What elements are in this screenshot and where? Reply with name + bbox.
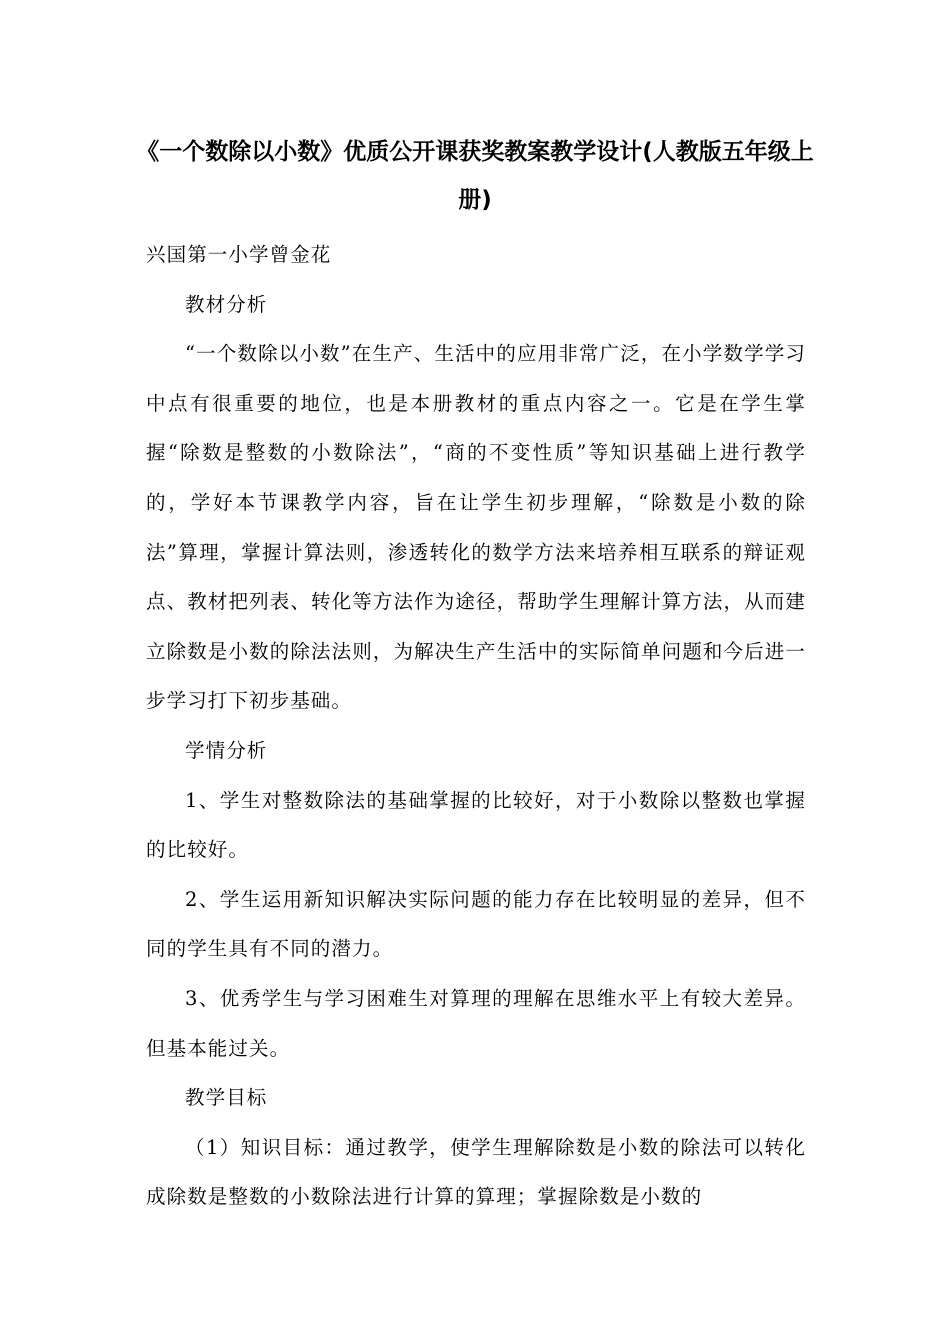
section-heading-textbook-analysis: 教材分析 [185, 292, 268, 316]
paragraph-textbook-analysis: “一个数除以小数”在生产、生活中的应用非常广泛，在小学数学学习中点有很重要的地位，也是本册教材的重点内容之一。它是在学生掌握“除数是整数的小数除法”，“商的不变性质”等知识基础上进行教学的，学好本节课教学内容，旨在让学生初步理解，“除数是小数的除法”算理，掌握计算法则，渗透转化的数学方法来培养相互联系的辩证观点、教材把列表、转化等方法作为途径，帮助学生理解计算方法，从而建立除数是小数的除法法则，为解决生产生活中的实际简单问题和今后进一步学习打下初步基础。 [146, 342, 806, 713]
paragraph-knowledge-goal: （1）知识目标：通过教学，使学生理解除数是小数的除法可以转化成除数是整数的小数除法进行计算的算理；掌握除数是小数的 [146, 1135, 806, 1209]
paragraph-student-analysis-2: 2、学生运用新知识解决实际问题的能力存在比较明显的差异，但不同的学生具有不同的潜力。 [146, 887, 806, 961]
document-body [146, 230, 806, 1222]
paragraph-student-analysis-1: 1、学生对整数除法的基础掌握的比较好，对于小数除以整数也掌握的比较好。 [146, 788, 806, 862]
paragraph-student-analysis-3: 3、优秀学生与学习困难生对算理的理解在思维水平上有较大差异。但基本能过关。 [146, 986, 806, 1060]
document-title: 《一个数除以小数》优质公开课获奖教案教学设计(人教版五年级上册) [136, 139, 814, 213]
section-heading-student-analysis: 学情分析 [185, 738, 268, 762]
author-line: 兴国第一小学曾金花 [146, 243, 332, 266]
section-heading-teaching-goals: 教学目标 [185, 1086, 268, 1110]
